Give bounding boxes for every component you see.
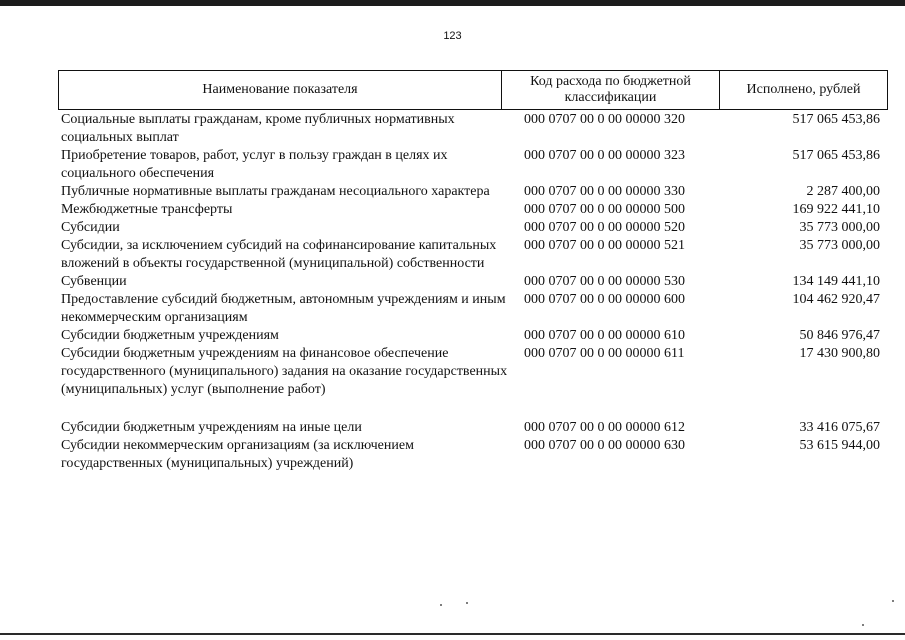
table-row <box>58 219 888 237</box>
table-row <box>58 183 888 201</box>
row-executed: 50 846 976,47 <box>799 328 880 343</box>
row-executed: 2 287 400,00 <box>806 184 880 199</box>
row-code: 000 0707 00 0 00 00000 500 <box>524 202 685 217</box>
row-code: 000 0707 00 0 00 00000 323 <box>524 148 685 163</box>
row-executed: 53 615 944,00 <box>799 438 880 453</box>
table-row <box>58 147 888 183</box>
row-executed: 104 462 920,47 <box>792 292 880 307</box>
row-name: Субсидии некоммерческим организациям (за исключением государственных (муниципальных) учреждений) <box>61 438 414 471</box>
table-row <box>58 201 888 219</box>
row-executed: 134 149 441,10 <box>792 274 880 289</box>
scan-speck <box>466 602 468 604</box>
row-executed: 33 416 075,67 <box>799 420 880 435</box>
table-body <box>58 111 888 473</box>
header-executed: Исполнено, рублей <box>746 82 861 97</box>
row-executed: 35 773 000,00 <box>799 220 880 235</box>
row-code: 000 0707 00 0 00 00000 611 <box>524 346 685 361</box>
row-name: Субсидии, за исключением субсидий на софинансирование капитальных вложений в объекты государственной (муниципальной) собственности <box>61 238 497 271</box>
row-name: Социальные выплаты гражданам, кроме публичных нормативных социальных выплат <box>61 112 455 145</box>
row-executed: 35 773 000,00 <box>799 238 880 253</box>
row-name: Субвенции <box>61 274 127 289</box>
row-code: 000 0707 00 0 00 00000 530 <box>524 274 685 289</box>
table-row <box>58 273 888 291</box>
row-code: 000 0707 00 0 00 00000 612 <box>524 420 685 435</box>
table-row <box>58 327 888 345</box>
row-name: Субсидии <box>61 220 120 235</box>
row-code: 000 0707 00 0 00 00000 630 <box>524 438 685 453</box>
table-row <box>58 437 888 473</box>
table-row <box>58 419 888 437</box>
scan-speck <box>862 624 864 626</box>
row-name: Субсидии бюджетным учреждениям на иные цели <box>61 420 362 435</box>
bottom-border-rule <box>0 633 905 635</box>
scan-speck <box>892 600 894 602</box>
header-code: Код расхода по бюджетной классификации <box>502 71 720 109</box>
table-row <box>58 111 888 147</box>
row-name: Субсидии бюджетным учреждениям на финансовое обеспечение государственного (муниципального) задания на оказание государственных (муниципальных) услуг (выполнение работ) <box>61 346 508 397</box>
row-name: Субсидии бюджетным учреждениям <box>61 328 279 343</box>
row-code: 000 0707 00 0 00 00000 521 <box>524 238 685 253</box>
row-code: 000 0707 00 0 00 00000 600 <box>524 292 685 307</box>
row-name: Предоставление субсидий бюджетным, автономным учреждениям и иным некоммерческим организациям <box>61 292 506 325</box>
row-code: 000 0707 00 0 00 00000 320 <box>524 112 685 127</box>
row-name: Межбюджетные трансферты <box>61 202 233 217</box>
table-row <box>58 345 888 399</box>
row-code: 000 0707 00 0 00 00000 520 <box>524 220 685 235</box>
row-code: 000 0707 00 0 00 00000 610 <box>524 328 685 343</box>
row-executed: 517 065 453,86 <box>792 112 880 127</box>
row-code: 000 0707 00 0 00 00000 330 <box>524 184 685 199</box>
row-executed: 169 922 441,10 <box>792 202 880 217</box>
page-number: 123 <box>443 30 462 42</box>
table-row <box>58 291 888 327</box>
row-name: Публичные нормативные выплаты гражданам несоциального характера <box>61 184 490 199</box>
header-name: Наименование показателя <box>59 71 502 109</box>
row-name: Приобретение товаров, работ, услуг в пользу граждан в целях их социального обеспечения <box>61 148 448 181</box>
table-row <box>58 237 888 273</box>
top-border-rule <box>0 0 905 6</box>
row-executed: 517 065 453,86 <box>792 148 880 163</box>
table-header <box>58 70 888 110</box>
scan-speck <box>440 604 442 606</box>
row-executed: 17 430 900,80 <box>799 346 880 361</box>
